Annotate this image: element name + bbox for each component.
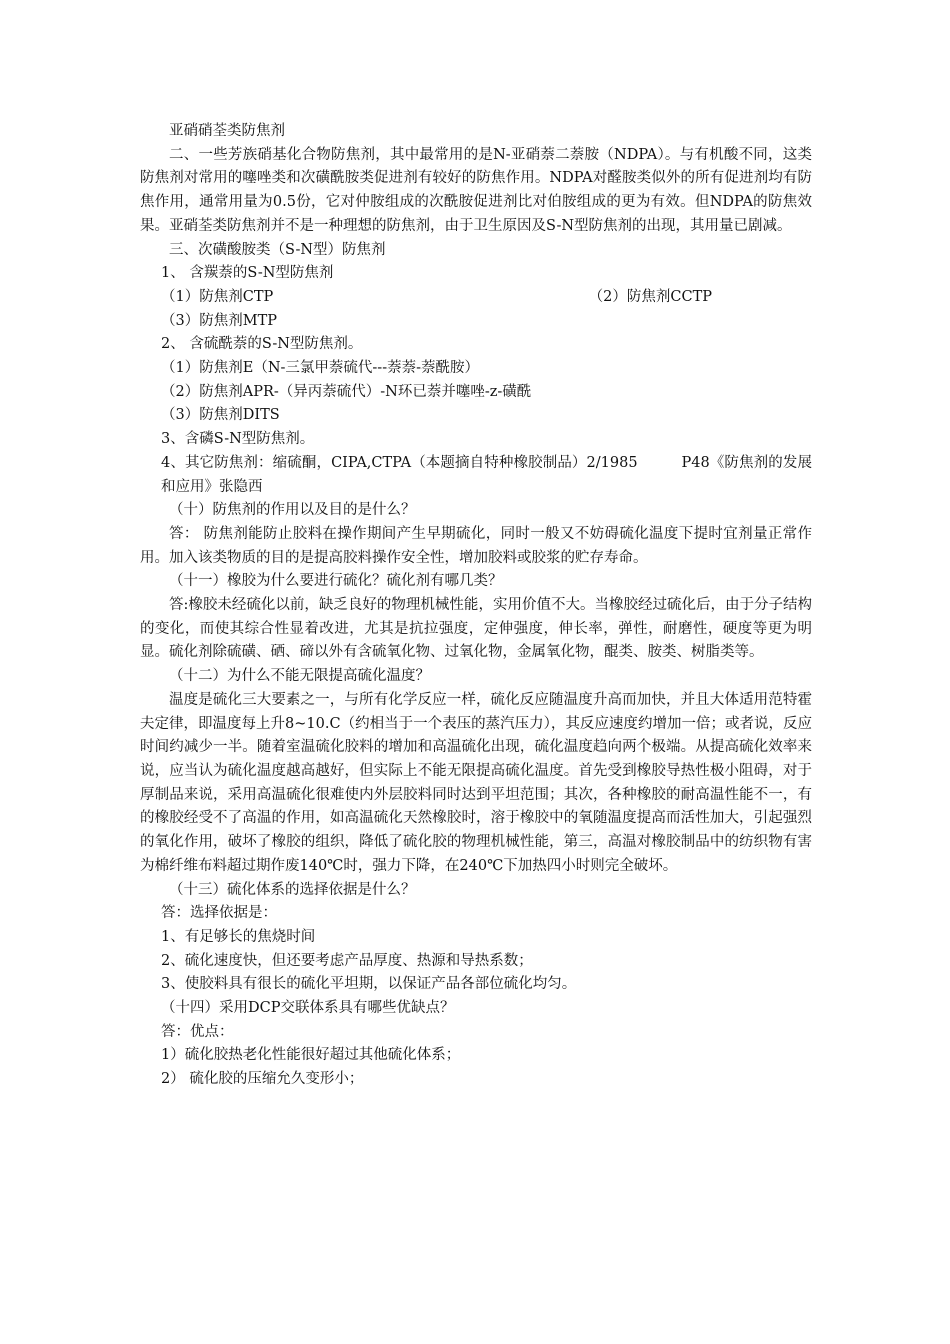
list-item: 1、有足够长的焦烧时间 <box>161 928 316 945</box>
paragraph: 亚硝硝荃类防焦剂 <box>169 123 285 139</box>
question-heading: （十三）硫化体系的选择依据是什么？ <box>169 881 416 898</box>
question-heading: （十四）采用DCP交联体系具有哪些优缺点？ <box>161 1000 455 1017</box>
question-heading: （十二）为什么不能无限提高硫化温度？ <box>169 668 430 685</box>
list-item: 3、含磷S-N型防焦剂。 <box>161 431 315 448</box>
list-item: （3）防焦剂DITS <box>161 407 280 424</box>
answer-paragraph: 答： 防焦剂能防止胶料在操作期间产生早期硫化，同时一般又不妨碍硫化温度下提时宜剂量正常作用。加入该类物质的目的是提高胶料操作安全性，增加胶料或胶浆的贮存寿命。 <box>140 525 812 566</box>
paragraph: 二、一些芳族硝基化合物防焦剂，其中最常用的是N-亚硝萘二萘胺（NDPA）。与有机酸不同，这类防焦剂对常用的噻唑类和次磺酰胺类促进剂有较好的防焦作用。NDPA对醛胺类似外的所有促进剂均有防焦作用，通常用量为0.5份，它对仲胺组成的次酰胺促进剂比对伯胺组成的更为有效。但NDPA的防焦效果。亚硝荃类防焦剂并不是一种理想的防焦剂，由于卫生原因及S-N型防焦剂的出现，其用量已剧减。 <box>140 146 812 234</box>
list-item: 2、硫化速度快，但还要考虑产品厚度、热源和导热系数； <box>161 952 533 969</box>
list-item: （1）防焦剂CTP <box>161 288 274 305</box>
document-body <box>140 120 812 1092</box>
question-heading: （十一）橡胶为什么要进行硫化？硫化剂有哪几类？ <box>169 573 503 590</box>
list-item: 3、使胶料具有很长的硫化平坦期，以保证产品各部位硫化均匀。 <box>161 976 577 993</box>
answer-paragraph: 答：优点： <box>161 1023 234 1040</box>
list-item: （2）防焦剂CCTP <box>588 288 712 305</box>
list-row-two-column <box>140 286 812 310</box>
list-item: 2） 硫化胶的压缩允久变形小； <box>161 1071 364 1088</box>
answer-paragraph: 答:橡胶未经硫化以前，缺乏良好的物理机械性能，实用价值不大。当橡胶经过硫化后，由于分子结构的变化，而使其综合性显着改进，尤其是抗拉强度，定伸强度，伸长率，弹性，耐磨性，硬度等更为明显。硫化剂除硫磺、硒、碲以外有含硫氧化物、过氧化物，金属氧化物，醌类、胺类、树脂类等。 <box>140 597 812 661</box>
list-item: 1）硫化胶热老化性能很好超过其他硫化体系； <box>161 1047 461 1064</box>
list-item: 1、 含羰萘的S-N型防焦剂 <box>161 265 334 282</box>
list-item: 2、 含硫酰萘的S-N型防焦剂。 <box>161 336 363 353</box>
list-item: （1）防焦剂E（N-三氯甲萘硫代---萘萘-萘酰胺） <box>161 360 480 377</box>
list-item: 4、其它防焦剂：缩硫酮，CIPA,CTPA（本题摘自特种橡胶制品）2/1985 P48《防焦剂的发展和应用》张隐西 <box>161 454 812 495</box>
answer-paragraph: 答：选择依据是： <box>161 905 278 922</box>
list-item: （2）防焦剂APR-（异丙萘硫代）-N环已萘并噻唑-z-磺酰 <box>161 383 532 400</box>
question-heading: （十）防焦剂的作用以及目的是什么？ <box>169 502 416 519</box>
list-item: （3）防焦剂MTP <box>161 312 278 329</box>
section-heading: 三、次磺酸胺类（S-N型）防焦剂 <box>169 241 386 258</box>
answer-paragraph: 温度是硫化三大要素之一，与所有化学反应一样，硫化反应随温度升高而加快，并且大体适用范特霍夫定律，即温度每上升8~10.C（约相当于一个表压的蒸汽压力），其反应速度约增加一倍；或者说，反应时间约减少一半。随着室温硫化胶料的增加和高温硫化出现，硫化温度趋向两个极端。从提高硫化效率来说，应当认为硫化温度越高越好，但实际上不能无限提高硫化温度。首先受到橡胶导热性极小阻碍，对于厚制品来说，采用高温硫化很难使内外层胶料同时达到平坦范围；其次，各种橡胶的耐高温性能不一，有的橡胶经受不了高温的作用，如高温硫化天然橡胶时，溶于橡胶中的氧随温度提高而活性加大，引起强烈的氧化作用，破坏了橡胶的组织，降低了硫化胶的物理机械性能，第三，高温对橡胶制品中的纺织物有害为棉纤维布料超过期作废140℃时，强力下降，在240℃下加热四小时则完全破坏。 <box>140 691 812 874</box>
